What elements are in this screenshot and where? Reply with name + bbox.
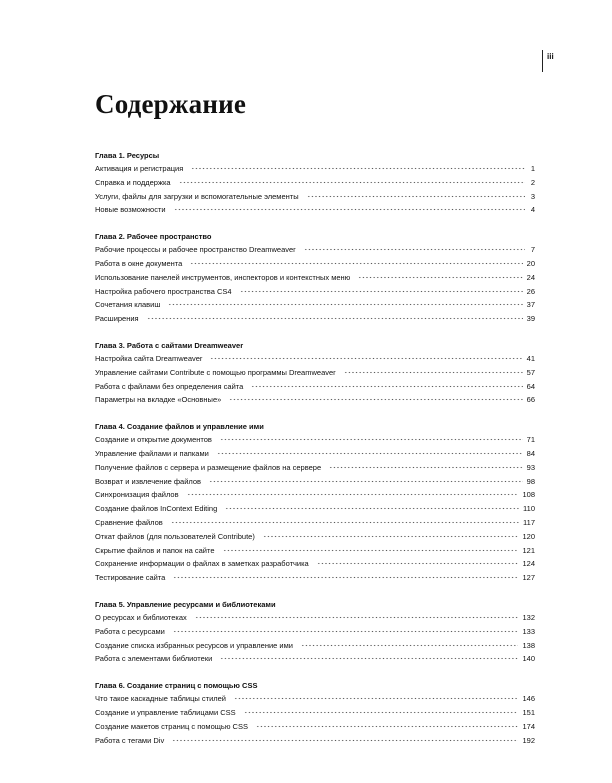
toc-entry-label: Управление файлами и папками [95,448,209,458]
toc-entry[interactable] [95,692,535,706]
toc-entry-page-number: 39 [526,314,535,324]
page-number: iii [547,52,554,61]
table-of-contents [95,150,535,761]
toc-entry[interactable] [95,285,535,299]
dot-leader [220,654,518,661]
toc-entry[interactable] [95,203,535,217]
toc-entry[interactable] [95,475,535,489]
toc-entry-label: Создание и открытие документов [95,435,212,445]
toc-entry-page-number: 151 [522,707,535,717]
toc-entry-page-number: 24 [526,272,535,282]
toc-entry-label: Возврат и извлечение файлов [95,476,202,486]
dot-leader [191,164,525,171]
toc-entry-page-number: 146 [522,694,535,704]
toc-entry-page-number: 121 [522,545,535,555]
toc-entry[interactable] [95,176,535,190]
toc-entry-label: Работа с ресурсами [95,626,165,636]
toc-entry-label: Использование панелей инструментов, инспекторов и контекстных меню [95,272,351,282]
page-title: Содержание [95,89,247,119]
dot-leader [220,435,523,442]
toc-entry-label: Настройка сайта Dreamweaver [95,353,203,363]
toc-entry-label: Работа с тегами Div [95,735,165,745]
toc-entry-page-number: 110 [523,504,535,514]
dot-leader [168,300,522,307]
toc-entry-label: Услуги, файлы для загрузки и вспомогательные элементы [95,191,299,201]
chapter-heading[interactable]: Глава 4. Создание файлов и управление ими [95,422,264,432]
toc-entry-page-number: 3 [530,191,535,201]
toc-entry-page-number: 4 [530,205,535,215]
toc-entry[interactable] [95,516,535,530]
toc-entry[interactable] [95,571,535,585]
dot-leader [329,463,523,470]
dot-leader [229,395,522,402]
toc-chapter [95,421,535,585]
toc-entry-label: Что такое каскадные таблицы стилей [95,694,226,704]
toc-chapter [95,599,535,666]
dot-leader [344,368,523,375]
toc-entry-page-number: 98 [526,476,535,486]
toc-entry-page-number: 117 [523,517,535,527]
toc-entry-page-number: 26 [526,286,535,296]
chapter-heading[interactable]: Глава 6. Создание страниц с помощью CSS [95,681,258,691]
toc-entry[interactable] [95,557,535,571]
toc-entry[interactable] [95,271,535,285]
toc-entry[interactable] [95,190,535,204]
dot-leader [304,245,525,252]
toc-chapter [95,340,535,407]
toc-entry-page-number: 174 [522,721,535,731]
toc-entry-page-number: 71 [526,435,535,445]
toc-entry-label: Сохранение информации о файлах в заметках разработчика [95,559,309,569]
dot-leader [301,641,519,648]
toc-entry[interactable] [95,312,535,326]
toc-entry[interactable] [95,639,535,653]
toc-entry-label: Сочетания клавиш [95,300,161,310]
toc-entry-page-number: 64 [526,381,535,391]
toc-entry-label: Параметры на вкладке «Основные» [95,395,222,405]
toc-entry-label: Тестирование сайта [95,573,166,583]
dot-leader [147,314,523,321]
toc-entry-page-number: 1 [530,164,535,173]
chapter-heading[interactable]: Глава 3. Работа с сайтами Dreamweaver [95,340,244,350]
dot-leader [171,518,519,525]
toc-entry-page-number: 120 [522,531,535,541]
toc-entry-label: Создание файлов InContext Editing [95,504,218,514]
toc-entry-label: Синхронизация файлов [95,490,179,500]
toc-entry-label: Активация и регистрация [95,164,184,173]
dot-leader [174,205,525,212]
dot-leader [263,532,519,539]
toc-entry-label: Получение файлов с сервера и размещение файлов на сервере [95,462,322,472]
toc-entry[interactable] [95,720,535,734]
toc-entry-page-number: 108 [522,490,535,500]
toc-entry-label: Работа с файлами без определения сайта [95,381,244,391]
chapter-heading[interactable]: Глава 5. Управление ресурсами и библиотеками [95,599,276,609]
toc-entry-label: О ресурсах и библиотеках [95,612,187,622]
toc-entry-page-number: 132 [522,612,535,622]
dot-leader [190,259,522,266]
toc-entry-page-number: 2 [530,177,535,187]
toc-entry-page-number: 192 [522,735,535,745]
toc-entry[interactable] [95,393,535,407]
dot-leader [217,449,523,456]
dot-leader [187,490,519,497]
dot-leader [173,627,519,634]
toc-entry-label: Справка и поддержка [95,177,171,187]
toc-entry-label: Рабочие процессы и рабочее пространство Dreamweaver [95,245,296,255]
dot-leader [173,573,518,580]
toc-entry-page-number: 127 [522,573,535,583]
toc-entry[interactable] [95,488,535,502]
dot-leader [209,477,523,484]
toc-entry-label: Откат файлов (для пользователей Contribute) [95,531,255,541]
toc-entry-page-number: 84 [526,448,535,458]
dot-leader [358,273,522,280]
toc-entry-page-number: 93 [526,462,535,472]
toc-entry-page-number: 37 [526,300,535,310]
toc-entry[interactable] [95,502,535,516]
toc-entry[interactable] [95,243,535,257]
toc-entry-label: Расширения [95,314,139,324]
dot-leader [317,559,519,566]
toc-entry[interactable] [95,706,535,720]
toc-entry-page-number: 66 [526,395,535,405]
toc-entry[interactable] [95,447,535,461]
toc-entry[interactable] [95,380,535,394]
toc-entry-label: Создание списка избранных ресурсов и управление ими [95,640,293,650]
dot-leader [244,708,519,715]
toc-entry-page-number: 57 [526,367,535,377]
toc-entry[interactable] [95,461,535,475]
dot-leader [307,192,525,199]
page-number-rule [542,50,543,72]
toc-entry-label: Создание макетов страниц с помощью CSS [95,721,248,731]
toc-entry-page-number: 41 [526,353,535,363]
toc-entry-label: Работа с элементами библиотеки [95,654,213,664]
toc-chapter [95,231,535,326]
toc-chapter [95,680,535,747]
dot-leader [172,736,518,743]
toc-entry-page-number: 124 [522,559,535,569]
toc-entry[interactable] [95,433,535,447]
toc-entry[interactable] [95,298,535,312]
dot-leader [225,504,519,511]
toc-entry[interactable] [95,530,535,544]
toc-entry-label: Скрытие файлов и папок на сайте [95,545,215,555]
dot-leader [234,694,518,701]
toc-entry[interactable] [95,544,535,558]
toc-entry-label: Настройка рабочего пространства CS4 [95,286,232,296]
toc-entry-label: Управление сайтами Contribute с помощью программы Dreamweaver [95,367,336,377]
toc-entry[interactable] [95,611,535,625]
dot-leader [256,722,519,729]
toc-entry[interactable] [95,352,535,366]
toc-entry-label: Работа в окне документа [95,258,183,268]
dot-leader [223,546,519,553]
toc-entry-label: Новые возможности [95,205,166,215]
toc-entry[interactable] [95,162,535,176]
toc-entry-page-number: 138 [522,640,535,650]
toc-entry[interactable] [95,257,535,271]
toc-entry[interactable] [95,366,535,380]
dot-leader [251,382,522,389]
dot-leader [210,354,522,361]
toc-entry-page-number: 7 [530,245,535,255]
toc-entry-label: Создание и управление таблицами CSS [95,707,236,717]
toc-entry[interactable] [95,625,535,639]
chapter-heading[interactable]: Глава 1. Ресурсы [95,151,160,160]
dot-leader [240,287,523,294]
toc-entry-label: Сравнение файлов [95,517,163,527]
toc-chapter [95,150,535,217]
toc-entry-page-number: 20 [526,258,535,268]
dot-leader [179,178,525,185]
dot-leader [195,613,519,620]
toc-entry[interactable] [95,734,535,748]
chapter-heading[interactable]: Глава 2. Рабочее пространство [95,232,212,242]
toc-entry-page-number: 133 [522,626,535,636]
toc-entry[interactable] [95,652,535,666]
toc-entry-page-number: 140 [522,654,535,664]
